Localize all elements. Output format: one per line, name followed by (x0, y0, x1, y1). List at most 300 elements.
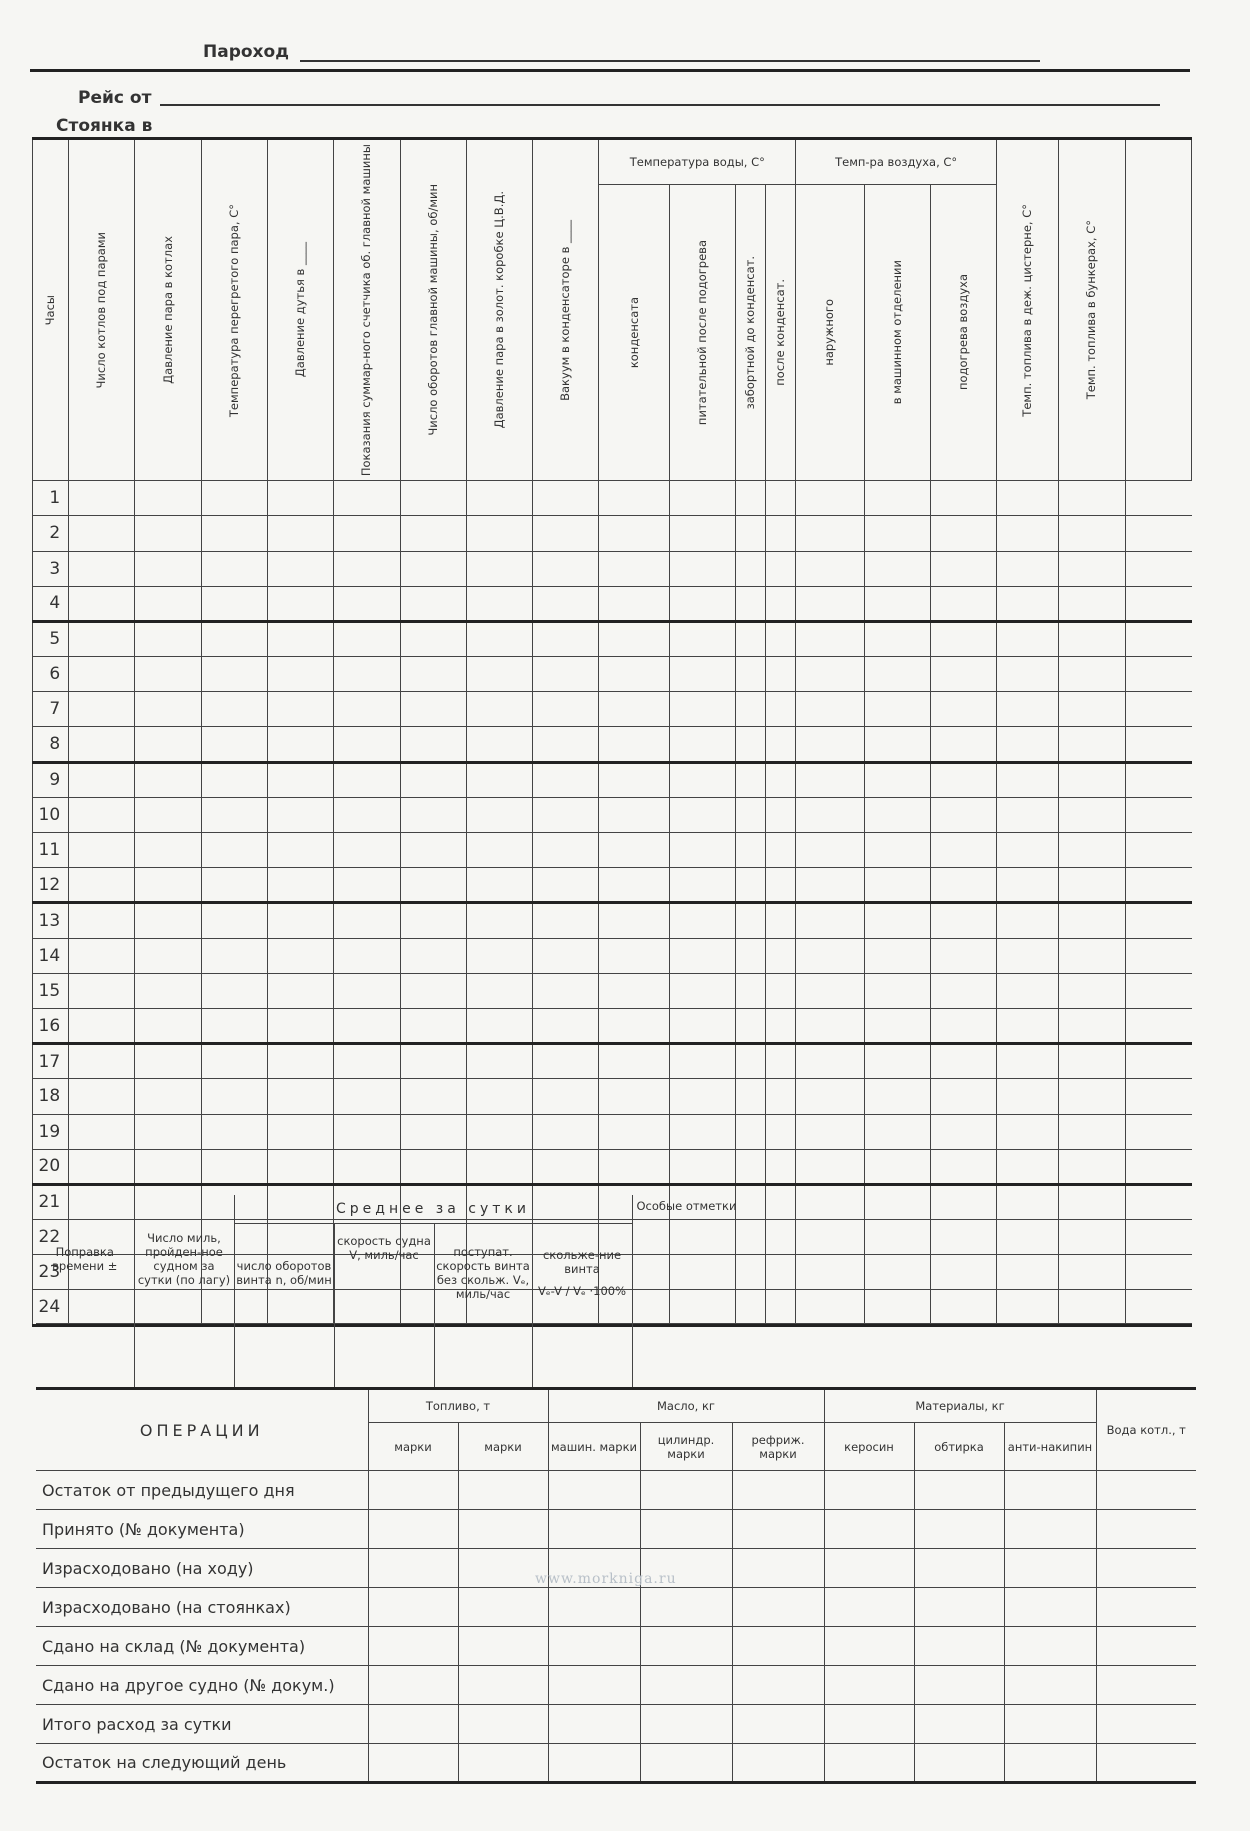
hour-cell[interactable] (735, 727, 765, 762)
hour-cell[interactable] (796, 1044, 864, 1079)
hour-cell[interactable] (466, 551, 532, 586)
hour-cell[interactable] (400, 1114, 466, 1149)
ship-name-line[interactable] (300, 60, 1040, 62)
hour-cell[interactable] (864, 1044, 930, 1079)
hour-cell[interactable] (466, 1044, 532, 1079)
hour-cell[interactable] (997, 903, 1059, 938)
hour-cell[interactable] (334, 692, 400, 727)
hour-cell[interactable] (334, 1149, 400, 1184)
hour-cell[interactable] (997, 621, 1059, 656)
hour-cell[interactable] (599, 1044, 669, 1079)
hour-cell[interactable] (267, 868, 333, 903)
hour-cell[interactable] (599, 1008, 669, 1043)
hour-cell[interactable] (930, 973, 996, 1008)
hour-cell[interactable] (201, 903, 267, 938)
hour-cell[interactable] (201, 1008, 267, 1043)
hour-cell[interactable] (466, 621, 532, 656)
operations-cell[interactable] (368, 1471, 458, 1510)
hour-cell[interactable] (135, 1114, 201, 1149)
hour-cell[interactable] (1059, 903, 1125, 938)
hour-cell[interactable] (533, 1008, 599, 1043)
operations-cell[interactable] (732, 1705, 824, 1744)
hour-cell[interactable] (1125, 762, 1191, 797)
hour-cell[interactable] (997, 692, 1059, 727)
hour-cell[interactable] (533, 833, 599, 868)
hour-cell[interactable] (599, 762, 669, 797)
hour-cell[interactable] (735, 1079, 765, 1114)
hour-cell[interactable] (201, 727, 267, 762)
hour-cell[interactable] (267, 586, 333, 621)
hour-cell[interactable] (533, 516, 599, 551)
hour-cell[interactable] (1059, 692, 1125, 727)
hour-cell[interactable] (796, 833, 864, 868)
hour-cell[interactable] (135, 1149, 201, 1184)
operations-cell[interactable] (1096, 1705, 1196, 1744)
hour-cell[interactable] (997, 1114, 1059, 1149)
hour-cell[interactable] (135, 481, 201, 516)
hour-cell[interactable] (466, 797, 532, 832)
hour-cell[interactable] (400, 1008, 466, 1043)
hour-cell[interactable] (267, 692, 333, 727)
operations-cell[interactable] (458, 1471, 548, 1510)
hour-cell[interactable] (466, 727, 532, 762)
operations-cell[interactable] (640, 1588, 732, 1627)
hour-cell[interactable] (766, 551, 796, 586)
time-correction-cell[interactable] (36, 1323, 134, 1387)
hour-cell[interactable] (334, 868, 400, 903)
hour-cell[interactable] (796, 1008, 864, 1043)
hour-cell[interactable] (69, 797, 135, 832)
hour-cell[interactable] (864, 1149, 930, 1184)
operations-cell[interactable] (640, 1627, 732, 1666)
hour-cell[interactable] (69, 1079, 135, 1114)
hour-cell[interactable] (864, 586, 930, 621)
operations-cell[interactable] (458, 1666, 548, 1705)
hour-cell[interactable] (201, 481, 267, 516)
hour-cell[interactable] (201, 1044, 267, 1079)
hour-cell[interactable] (400, 938, 466, 973)
hour-cell[interactable] (864, 657, 930, 692)
hour-cell[interactable] (864, 868, 930, 903)
operations-cell[interactable] (368, 1705, 458, 1744)
operations-cell[interactable] (914, 1510, 1004, 1549)
hour-cell[interactable] (334, 657, 400, 692)
operations-cell[interactable] (1004, 1627, 1096, 1666)
hour-cell[interactable] (1059, 762, 1125, 797)
hour-cell[interactable] (1125, 586, 1191, 621)
hour-cell[interactable] (267, 973, 333, 1008)
hour-cell[interactable] (766, 868, 796, 903)
hour-cell[interactable] (69, 727, 135, 762)
hour-cell[interactable] (766, 833, 796, 868)
hour-cell[interactable] (766, 692, 796, 727)
hour-cell[interactable] (864, 1079, 930, 1114)
hour-cell[interactable] (864, 551, 930, 586)
hour-cell[interactable] (69, 1149, 135, 1184)
hour-cell[interactable] (930, 938, 996, 973)
hour-cell[interactable] (135, 903, 201, 938)
hour-cell[interactable] (69, 1114, 135, 1149)
hour-cell[interactable] (267, 657, 333, 692)
hour-cell[interactable] (669, 727, 735, 762)
hour-cell[interactable] (997, 1079, 1059, 1114)
hour-cell[interactable] (1125, 516, 1191, 551)
hour-cell[interactable] (864, 1008, 930, 1043)
hour-cell[interactable] (766, 657, 796, 692)
hour-cell[interactable] (735, 938, 765, 973)
hour-cell[interactable] (766, 1149, 796, 1184)
hour-cell[interactable] (930, 586, 996, 621)
hour-cell[interactable] (796, 586, 864, 621)
hour-cell[interactable] (735, 1114, 765, 1149)
hour-cell[interactable] (766, 516, 796, 551)
operations-cell[interactable] (732, 1666, 824, 1705)
hour-cell[interactable] (669, 1044, 735, 1079)
hour-cell[interactable] (599, 1149, 669, 1184)
hour-cell[interactable] (930, 762, 996, 797)
operations-cell[interactable] (914, 1705, 1004, 1744)
hour-cell[interactable] (796, 938, 864, 973)
hour-cell[interactable] (201, 657, 267, 692)
hour-cell[interactable] (334, 516, 400, 551)
operations-cell[interactable] (368, 1744, 458, 1783)
hour-cell[interactable] (267, 833, 333, 868)
hour-cell[interactable] (1059, 481, 1125, 516)
hour-cell[interactable] (533, 797, 599, 832)
hour-cell[interactable] (735, 762, 765, 797)
hour-cell[interactable] (533, 1114, 599, 1149)
hour-cell[interactable] (400, 762, 466, 797)
hour-cell[interactable] (201, 868, 267, 903)
hour-cell[interactable] (766, 973, 796, 1008)
hour-cell[interactable] (796, 516, 864, 551)
hour-cell[interactable] (599, 657, 669, 692)
operations-cell[interactable] (824, 1705, 914, 1744)
hour-cell[interactable] (400, 797, 466, 832)
hour-cell[interactable] (930, 727, 996, 762)
hour-cell[interactable] (735, 481, 765, 516)
hour-cell[interactable] (334, 1079, 400, 1114)
hour-cell[interactable] (669, 551, 735, 586)
hour-cell[interactable] (930, 1008, 996, 1043)
operations-cell[interactable] (824, 1666, 914, 1705)
hour-cell[interactable] (400, 692, 466, 727)
hour-cell[interactable] (997, 833, 1059, 868)
hour-cell[interactable] (669, 762, 735, 797)
hour-cell[interactable] (1059, 1008, 1125, 1043)
hour-cell[interactable] (466, 833, 532, 868)
hour-cell[interactable] (69, 551, 135, 586)
hour-cell[interactable] (766, 586, 796, 621)
hour-cell[interactable] (766, 1008, 796, 1043)
hour-cell[interactable] (599, 938, 669, 973)
operations-cell[interactable] (732, 1588, 824, 1627)
operations-cell[interactable] (548, 1705, 640, 1744)
hour-cell[interactable] (69, 692, 135, 727)
hour-cell[interactable] (201, 1079, 267, 1114)
operations-cell[interactable] (548, 1588, 640, 1627)
hour-cell[interactable] (599, 1114, 669, 1149)
rpm-cell[interactable] (234, 1323, 334, 1387)
hour-cell[interactable] (735, 833, 765, 868)
prop-speed-cell[interactable] (434, 1323, 532, 1387)
operations-cell[interactable] (732, 1471, 824, 1510)
hour-cell[interactable] (599, 692, 669, 727)
hour-cell[interactable] (735, 797, 765, 832)
operations-cell[interactable] (548, 1471, 640, 1510)
hour-cell[interactable] (69, 973, 135, 1008)
hour-cell[interactable] (69, 657, 135, 692)
hour-cell[interactable] (135, 516, 201, 551)
hour-cell[interactable] (997, 586, 1059, 621)
hour-cell[interactable] (1125, 938, 1191, 973)
hour-cell[interactable] (267, 1149, 333, 1184)
hour-cell[interactable] (766, 1079, 796, 1114)
operations-cell[interactable] (458, 1588, 548, 1627)
hour-cell[interactable] (135, 551, 201, 586)
hour-cell[interactable] (796, 551, 864, 586)
hour-cell[interactable] (69, 1008, 135, 1043)
hour-cell[interactable] (599, 973, 669, 1008)
operations-cell[interactable] (368, 1588, 458, 1627)
miles-cell[interactable] (134, 1323, 234, 1387)
operations-cell[interactable] (1096, 1666, 1196, 1705)
hour-cell[interactable] (533, 657, 599, 692)
hour-cell[interactable] (599, 903, 669, 938)
hour-cell[interactable] (466, 1114, 532, 1149)
hour-cell[interactable] (400, 481, 466, 516)
hour-cell[interactable] (930, 833, 996, 868)
hour-cell[interactable] (796, 1114, 864, 1149)
hour-cell[interactable] (533, 1079, 599, 1114)
hour-cell[interactable] (735, 868, 765, 903)
hour-cell[interactable] (400, 833, 466, 868)
hour-cell[interactable] (997, 762, 1059, 797)
hour-cell[interactable] (997, 938, 1059, 973)
hour-cell[interactable] (997, 1008, 1059, 1043)
hour-cell[interactable] (466, 586, 532, 621)
operations-cell[interactable] (824, 1549, 914, 1588)
hour-cell[interactable] (1125, 657, 1191, 692)
hour-cell[interactable] (1125, 903, 1191, 938)
hour-cell[interactable] (864, 1114, 930, 1149)
hour-cell[interactable] (466, 868, 532, 903)
hour-cell[interactable] (267, 516, 333, 551)
hour-cell[interactable] (1059, 833, 1125, 868)
hour-cell[interactable] (997, 1149, 1059, 1184)
hour-cell[interactable] (669, 797, 735, 832)
hour-cell[interactable] (533, 762, 599, 797)
hour-cell[interactable] (69, 516, 135, 551)
hour-cell[interactable] (1125, 1114, 1191, 1149)
hour-cell[interactable] (796, 692, 864, 727)
hour-cell[interactable] (135, 586, 201, 621)
hour-cell[interactable] (334, 938, 400, 973)
operations-cell[interactable] (824, 1588, 914, 1627)
hour-cell[interactable] (1059, 727, 1125, 762)
hour-cell[interactable] (735, 516, 765, 551)
hour-cell[interactable] (334, 551, 400, 586)
hour-cell[interactable] (864, 903, 930, 938)
operations-cell[interactable] (548, 1666, 640, 1705)
hour-cell[interactable] (864, 481, 930, 516)
hour-cell[interactable] (930, 516, 996, 551)
hour-cell[interactable] (533, 868, 599, 903)
hour-cell[interactable] (69, 762, 135, 797)
hour-cell[interactable] (599, 797, 669, 832)
hour-cell[interactable] (669, 657, 735, 692)
hour-cell[interactable] (334, 1008, 400, 1043)
operations-cell[interactable] (732, 1549, 824, 1588)
hour-cell[interactable] (735, 1044, 765, 1079)
hour-cell[interactable] (796, 1079, 864, 1114)
hour-cell[interactable] (69, 938, 135, 973)
hour-cell[interactable] (930, 481, 996, 516)
operations-cell[interactable] (1096, 1744, 1196, 1783)
hour-cell[interactable] (997, 727, 1059, 762)
hour-cell[interactable] (766, 1044, 796, 1079)
hour-cell[interactable] (533, 481, 599, 516)
hour-cell[interactable] (135, 797, 201, 832)
operations-cell[interactable] (458, 1744, 548, 1783)
hour-cell[interactable] (267, 1008, 333, 1043)
hour-cell[interactable] (796, 973, 864, 1008)
operations-cell[interactable] (640, 1666, 732, 1705)
operations-cell[interactable] (640, 1471, 732, 1510)
hour-cell[interactable] (533, 973, 599, 1008)
hour-cell[interactable] (864, 797, 930, 832)
operations-cell[interactable] (824, 1744, 914, 1783)
hour-cell[interactable] (930, 692, 996, 727)
hour-cell[interactable] (599, 621, 669, 656)
hour-cell[interactable] (1125, 727, 1191, 762)
operations-cell[interactable] (1004, 1744, 1096, 1783)
hour-cell[interactable] (796, 481, 864, 516)
hour-cell[interactable] (466, 1149, 532, 1184)
hour-cell[interactable] (400, 1149, 466, 1184)
hour-cell[interactable] (864, 692, 930, 727)
hour-cell[interactable] (735, 657, 765, 692)
operations-cell[interactable] (914, 1471, 1004, 1510)
operations-cell[interactable] (1004, 1666, 1096, 1705)
hour-cell[interactable] (930, 868, 996, 903)
hour-cell[interactable] (334, 727, 400, 762)
hour-cell[interactable] (669, 586, 735, 621)
hour-cell[interactable] (69, 621, 135, 656)
hour-cell[interactable] (669, 903, 735, 938)
hour-cell[interactable] (400, 516, 466, 551)
operations-cell[interactable] (732, 1627, 824, 1666)
operations-cell[interactable] (640, 1744, 732, 1783)
hour-cell[interactable] (1125, 481, 1191, 516)
hour-cell[interactable] (1059, 657, 1125, 692)
hour-cell[interactable] (1125, 551, 1191, 586)
operations-cell[interactable] (548, 1627, 640, 1666)
hour-cell[interactable] (1125, 868, 1191, 903)
hour-cell[interactable] (1059, 868, 1125, 903)
hour-cell[interactable] (334, 481, 400, 516)
hour-cell[interactable] (599, 868, 669, 903)
hour-cell[interactable] (930, 621, 996, 656)
hour-cell[interactable] (466, 762, 532, 797)
hour-cell[interactable] (267, 481, 333, 516)
hour-cell[interactable] (735, 903, 765, 938)
hour-cell[interactable] (766, 481, 796, 516)
hour-cell[interactable] (930, 1079, 996, 1114)
operations-cell[interactable] (368, 1510, 458, 1549)
hour-cell[interactable] (1125, 1079, 1191, 1114)
hour-cell[interactable] (267, 1079, 333, 1114)
hour-cell[interactable] (1059, 1149, 1125, 1184)
hour-cell[interactable] (267, 1114, 333, 1149)
hour-cell[interactable] (135, 657, 201, 692)
hour-cell[interactable] (669, 621, 735, 656)
hour-cell[interactable] (735, 1149, 765, 1184)
hour-cell[interactable] (533, 1044, 599, 1079)
hour-cell[interactable] (135, 692, 201, 727)
hour-cell[interactable] (201, 973, 267, 1008)
hour-cell[interactable] (69, 586, 135, 621)
hour-cell[interactable] (267, 621, 333, 656)
hour-cell[interactable] (533, 727, 599, 762)
hour-cell[interactable] (1125, 1044, 1191, 1079)
hour-cell[interactable] (1059, 516, 1125, 551)
hour-cell[interactable] (669, 481, 735, 516)
hour-cell[interactable] (135, 1079, 201, 1114)
hour-cell[interactable] (1125, 692, 1191, 727)
hour-cell[interactable] (1125, 1149, 1191, 1184)
hour-cell[interactable] (1059, 1044, 1125, 1079)
hour-cell[interactable] (135, 938, 201, 973)
hour-cell[interactable] (599, 481, 669, 516)
hour-cell[interactable] (267, 797, 333, 832)
hour-cell[interactable] (766, 903, 796, 938)
operations-cell[interactable] (914, 1549, 1004, 1588)
operations-cell[interactable] (640, 1510, 732, 1549)
hour-cell[interactable] (135, 621, 201, 656)
operations-cell[interactable] (640, 1705, 732, 1744)
hour-cell[interactable] (466, 938, 532, 973)
operations-cell[interactable] (458, 1705, 548, 1744)
operations-cell[interactable] (914, 1627, 1004, 1666)
hour-cell[interactable] (201, 692, 267, 727)
operations-cell[interactable] (1096, 1510, 1196, 1549)
operations-cell[interactable] (914, 1588, 1004, 1627)
hour-cell[interactable] (669, 1008, 735, 1043)
operations-cell[interactable] (368, 1627, 458, 1666)
hour-cell[interactable] (201, 797, 267, 832)
hour-cell[interactable] (334, 903, 400, 938)
hour-cell[interactable] (1125, 833, 1191, 868)
hour-cell[interactable] (735, 1008, 765, 1043)
operations-cell[interactable] (824, 1510, 914, 1549)
hour-cell[interactable] (997, 797, 1059, 832)
hour-cell[interactable] (669, 1114, 735, 1149)
hour-cell[interactable] (334, 762, 400, 797)
hour-cell[interactable] (400, 1079, 466, 1114)
hour-cell[interactable] (267, 762, 333, 797)
operations-cell[interactable] (1004, 1705, 1096, 1744)
hour-cell[interactable] (466, 903, 532, 938)
operations-cell[interactable] (368, 1549, 458, 1588)
hour-cell[interactable] (135, 833, 201, 868)
hour-cell[interactable] (997, 516, 1059, 551)
hour-cell[interactable] (997, 868, 1059, 903)
hour-cell[interactable] (669, 938, 735, 973)
hour-cell[interactable] (599, 586, 669, 621)
hour-cell[interactable] (334, 973, 400, 1008)
hour-cell[interactable] (400, 657, 466, 692)
